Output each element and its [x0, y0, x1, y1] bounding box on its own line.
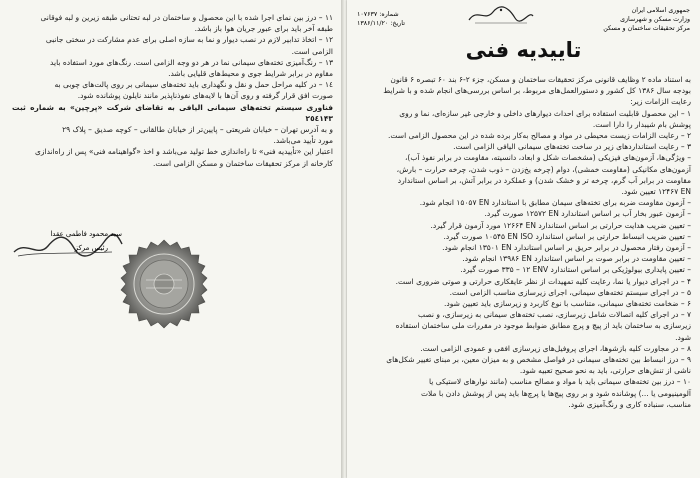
right-line: ناشی از تنش‌های حرارتی، باید به نحو صحیح تعبیه شود.	[519, 366, 691, 376]
right-line: – ویژگی‌ها، آزمون‌های فیزیکی (مشخصات شکل و ابعاد، دانسیته، مقاومت در برابر نفوذ آب)،	[405, 153, 691, 163]
right-line: EN ١٢۴۶٧ تعیین شود.	[621, 187, 691, 197]
left-document-page	[0, 0, 343, 478]
letterhead-line: جمهوری اسلامی ایران	[631, 7, 690, 14]
left-line: طبقه آخر باید برای عبور جریان هوا باز باشد.	[194, 24, 333, 34]
right-line: زیرسازی به ساختمان باید از پیچ و پرچ مطابق ضوابط موجود در مقررات ملی ساختمان استفاده	[395, 321, 691, 331]
left-line: و به آدرس تهران – خیابان شریعتی – پایین‌تر از خیابان طالقانی – کوچه صدیق – پلاک ٢٩	[62, 125, 333, 135]
right-line: ۱ – این محصول قابلیت استفاده برای احداث دیوارهای داخلی و خارجی غیر سازه‌ای، نما و روی	[399, 108, 691, 118]
calligraphy-emblem	[465, 4, 537, 26]
left-line: ١٢ – اتخاذ تدابیر لازم در نصب دیوار و نما به سازه اصلی برای عدم مشارکت در سختی جانبی	[45, 35, 333, 45]
right-line: مناسب، سنباده کاری و رنگ‌آمیزی شود.	[568, 399, 691, 409]
right-line: بودجه سال ١٣٨۶ کل کشور و دستورالعمل‌های مربوط، بر اساس بررسی‌های انجام شده و با شرایط	[383, 86, 691, 96]
left-line: اعتبار این «تأییدیه فنی» تا راه‌اندازی خط تولید می‌باشد و اخذ «گواهینامه فنی» پس از راه‌اندازی	[35, 147, 333, 157]
left-line: ١٤ – در کلیه مراحل حمل و نقل و نگهداری باید تخته‌های سیمانی بر روی پالت‌های چوبی به	[54, 80, 333, 90]
right-line: – تعیین پایداری بیولوژیکی بر اساس استاندارد ENV ١٢ – ٣٣۵ صورت گیرد.	[460, 265, 691, 275]
document-meta	[357, 10, 405, 28]
right-line: ۴ – در اجرای دیوار یا نما، رعایت کلیه تمهیدات از نظر عایقکاری حرارتی و صوتی ضروری است.	[395, 276, 691, 286]
page-title: تاییدیه فنی	[465, 38, 582, 62]
left-line: الزامی است.	[291, 46, 333, 56]
document-number: شماره: ١٠٧۶٣٧	[357, 11, 399, 18]
right-line: – تعیین ضریب انبساط حرارتی بر اساس استاندارد EN ISO ١٠۵۴۵ صورت گیرد.	[443, 231, 691, 241]
right-line: آلومینیومی یا ...) پوشانده شود و بر روی پیچ‌ها یا پرچ‌ها باید پس از پوشش دادن با ملات	[421, 388, 691, 398]
left-line: مقاوم در برابر شرایط جوی و محیط‌های قلیایی باشد.	[168, 69, 333, 79]
right-line: ۷ – در اجرای کلیه اتصالات شامل زیرسازی، نصب تخته‌های سیمانی به زیرسازی، و نصب	[418, 310, 691, 320]
right-line: – آزمون مقاومت ضربه برای تخته‌های سیمان مطابق با استاندارد EN ١۵٠۵٧ انجام شود.	[419, 198, 691, 208]
left-page-body	[12, 12, 333, 169]
left-line: صورت افق قرار گرفته و روی آن‌ها با لایه‌های نفوذناپذیر مانند نایلون پوشانده شود.	[77, 91, 333, 101]
right-line: پوشش بام شیبدار را دارا است.	[592, 119, 691, 129]
signatory-name: سید محمود فاطمی عقدا	[50, 230, 122, 238]
right-line: رعایت الزامات زیر:	[630, 97, 691, 107]
signature-block	[8, 222, 126, 292]
right-document-page	[347, 0, 700, 478]
left-line: ١١ – درز بین نمای اجرا شده با این محصول و ساختمان در لبه تحتانی طبقه زیرین و لبه فوقانی	[40, 13, 333, 22]
right-line: ۵ – در اجرای سیستم تخته‌های سیمانی، اجرای زیرسازی مناسب الزامی است.	[449, 287, 691, 297]
right-line: شود.	[675, 332, 691, 342]
right-line: – تعیین ضریب هدایت حرارتی بر اساس استاندارد EN ١٢۶۶۴ مورد آزمون قرار گیرد.	[430, 220, 691, 230]
right-line: – تعیین مقاومت در برابر صوت بر اساس استاندارد EN ١٣٩٨۶ انجام شود.	[462, 254, 691, 264]
right-line: ۸ – در مجاورت کلیه بازشوها، اجرای پروفیل‌های زیرسازی افقی و عمودی الزامی است.	[420, 343, 691, 353]
right-line: – آزمون عبور بخار آب بر اساس استاندارد EN ١٢۵٧٢ صورت گیرد.	[484, 209, 691, 219]
signatory-role: رئیس مرکز	[74, 244, 108, 252]
letterhead-line: مرکز تحقیقات ساختمان و مسکن	[603, 25, 690, 32]
right-line: ۶ – ضخامت تخته‌های سیمانی، متناسب با نوع کاربرد و زیرسازی باید تعیین شود.	[444, 299, 691, 309]
right-line: ۱۰ – درز بین تخته‌های سیمانی باید با مواد و مصالح مناسب (مانند نوارهای لاستیکی یا	[428, 377, 691, 387]
signature-scribble	[8, 222, 126, 262]
right-line: ۹ – درز انبساط بین تخته‌های سیمانی در فواصل مشخص و به میزان معین، بر مبنای تغییر شکل‌های	[386, 355, 691, 365]
right-page-body	[357, 74, 691, 410]
official-seal-stamp	[118, 238, 210, 330]
letterhead-line: وزارت مسکن و شهرسازی	[620, 16, 690, 23]
right-line: مقاومت در برابر آب گرم، چرخه تر و خشک شدن) و عملکرد در برابر آتش، بر اساس استاندارد	[397, 175, 691, 185]
document-date: تاریخ: ١٣٨۶/١١/٢٠	[357, 20, 405, 27]
left-line: مورد تأیید می‌باشد.	[273, 136, 333, 146]
right-line: ۳ – رعایت استانداردهای زیر در ساخت تخته‌های سیمانی الیافی الزامی است.	[453, 142, 691, 152]
right-line: آزمون‌های مکانیکی (مقاومت خمشی)، دوام (چرخه یخ‌زدن – ذوب شدن، چرخه حرارت – بارش،	[396, 164, 691, 174]
right-line: – آزمون رفتار محصول در برابر حریق بر اساس استاندارد EN ١٣۵٠١ انجام شود.	[442, 243, 691, 253]
left-line: کارخانه از مرکز تحقیقات ساختمان و مسکن الزامی است.	[152, 158, 333, 168]
left-line: ١٣ – رنگ‌آمیزی تخته‌های سیمانی نما در هر دو وجه الزامی است. رنگ‌های مورد استفاده باید	[50, 57, 333, 67]
left-line: فناوری سیستم تخته‌های سیمانی الیافی به تقاضای شرکت «پرچین» به شماره ثبت ٢٥٤١۴٣	[12, 102, 333, 123]
right-line: به استناد ماده ۲ وظایف قانونی مرکز تحقیقات ساختمان و مسکن، جزء ۲-۶ بند ۶۰ تبصره ۶ قانون	[390, 75, 691, 84]
right-line: ۲ – رعایت الزامات زیست محیطی در مواد و مصالح به‌کار برده شده در این محصول الزامی است.	[388, 131, 691, 141]
letterhead	[560, 6, 690, 33]
